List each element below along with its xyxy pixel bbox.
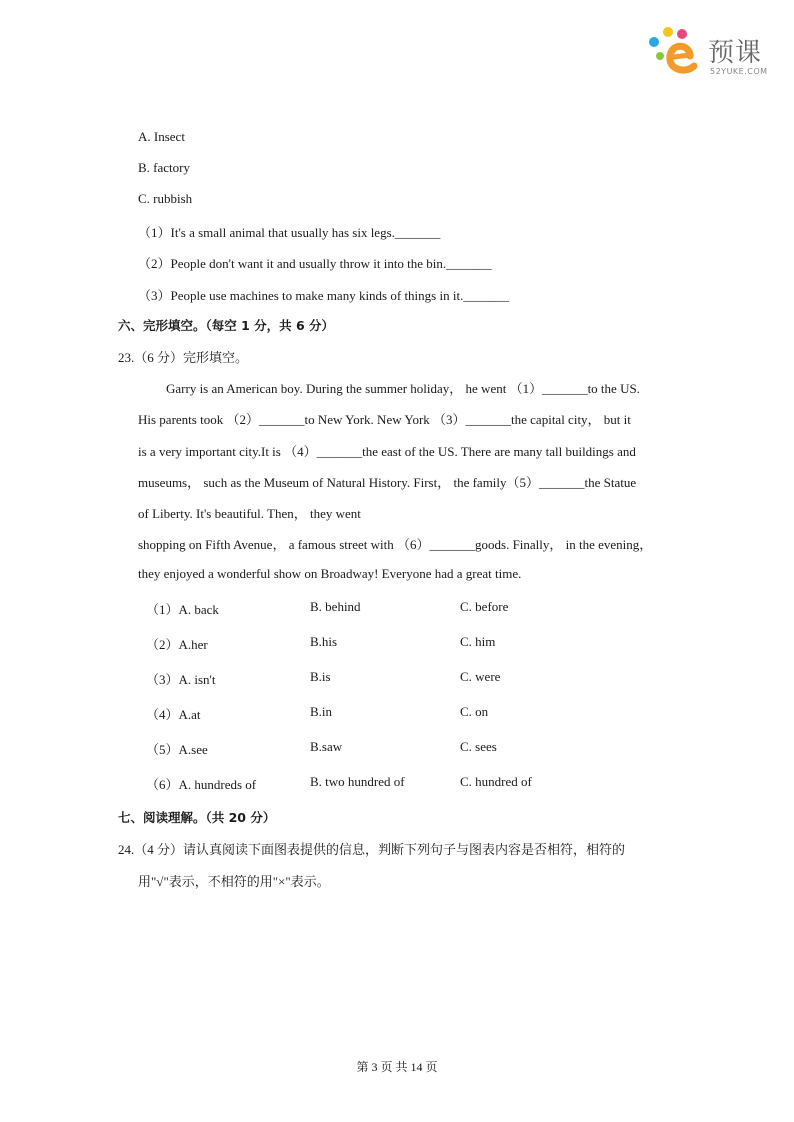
choice-2-c: C. him: [460, 634, 496, 649]
choice-5-c: C. sees: [460, 739, 497, 754]
choice-1-b: B. behind: [310, 599, 361, 614]
choice-4-a: （4）A.at: [146, 707, 201, 722]
question-2: （2）People don't want it and usually throw it into the bin._______: [138, 256, 492, 271]
logo-mark-icon: [646, 22, 710, 82]
option-a: A. Insect: [138, 129, 185, 144]
section-6-heading: 六、完形填空。（每空 1 分，共 6 分）: [118, 318, 335, 333]
choice-4-b: B.in: [310, 704, 333, 719]
choice-2-b: B.his: [310, 634, 338, 649]
page-number: 第 3 页 共 14 页: [356, 1060, 438, 1074]
passage-line-2: His parents took （2）_______to New York. New York （3）_______the capital city， but it: [138, 412, 631, 427]
choice-5-a: （5）A.see: [146, 742, 208, 757]
section-7-heading: 七、阅读理解。（共 20 分）: [118, 810, 276, 825]
passage-line-3: is a very important city.It is （4）_______the east of the US. There are many tall buildings and: [138, 444, 636, 459]
logo-brand-text: 预课: [708, 38, 763, 68]
choice-6-c: C. hundred of: [460, 774, 532, 789]
choice-3-b: B.is: [310, 669, 331, 684]
choice-1-a: （1）A. back: [146, 602, 219, 617]
question-1: （1）It's a small animal that usually has six legs._______: [138, 225, 441, 240]
question-24-line-2: 用"√"表示，不相符的用"×"表示。: [138, 874, 330, 889]
passage-line-4: museums， such as the Museum of Natural History. First， the family（5）_______the Statue: [138, 475, 637, 490]
passage-line-6: shopping on Fifth Avenue， a famous street with （6）_______goods. Finally， in the evening，: [138, 537, 653, 552]
choice-2-a: （2）A.her: [146, 637, 208, 652]
choice-6-a: （6）A. hundreds of: [146, 777, 257, 792]
choice-4-c: C. on: [460, 704, 489, 719]
choice-5-b: B.saw: [310, 739, 343, 754]
option-b: B. factory: [138, 160, 190, 175]
choice-3-c: C. were: [460, 669, 501, 684]
question-3: （3）People use machines to make many kinds of things in it._______: [138, 288, 509, 303]
logo-sub-text: 52YUKE.COM: [710, 67, 768, 76]
passage-line-5: of Liberty. It's beautiful. Then， they went: [138, 506, 361, 521]
choice-1-c: C. before: [460, 599, 509, 614]
option-c: C. rubbish: [138, 191, 193, 206]
passage-line-7: they enjoyed a wonderful show on Broadway! Everyone had a great time.: [138, 566, 522, 581]
question-23-title: 23.（6 分）完形填空。: [118, 350, 249, 365]
choice-3-a: （3）A. isn't: [146, 672, 216, 687]
passage-line-1: Garry is an American boy. During the summer holiday， he went （1）_______to the US.: [166, 381, 640, 396]
question-24-line-1: 24.（4 分）请认真阅读下面图表提供的信息，判断下列句子与图表内容是否相符，相符的: [118, 842, 626, 857]
choice-6-b: B. two hundred of: [310, 774, 405, 789]
